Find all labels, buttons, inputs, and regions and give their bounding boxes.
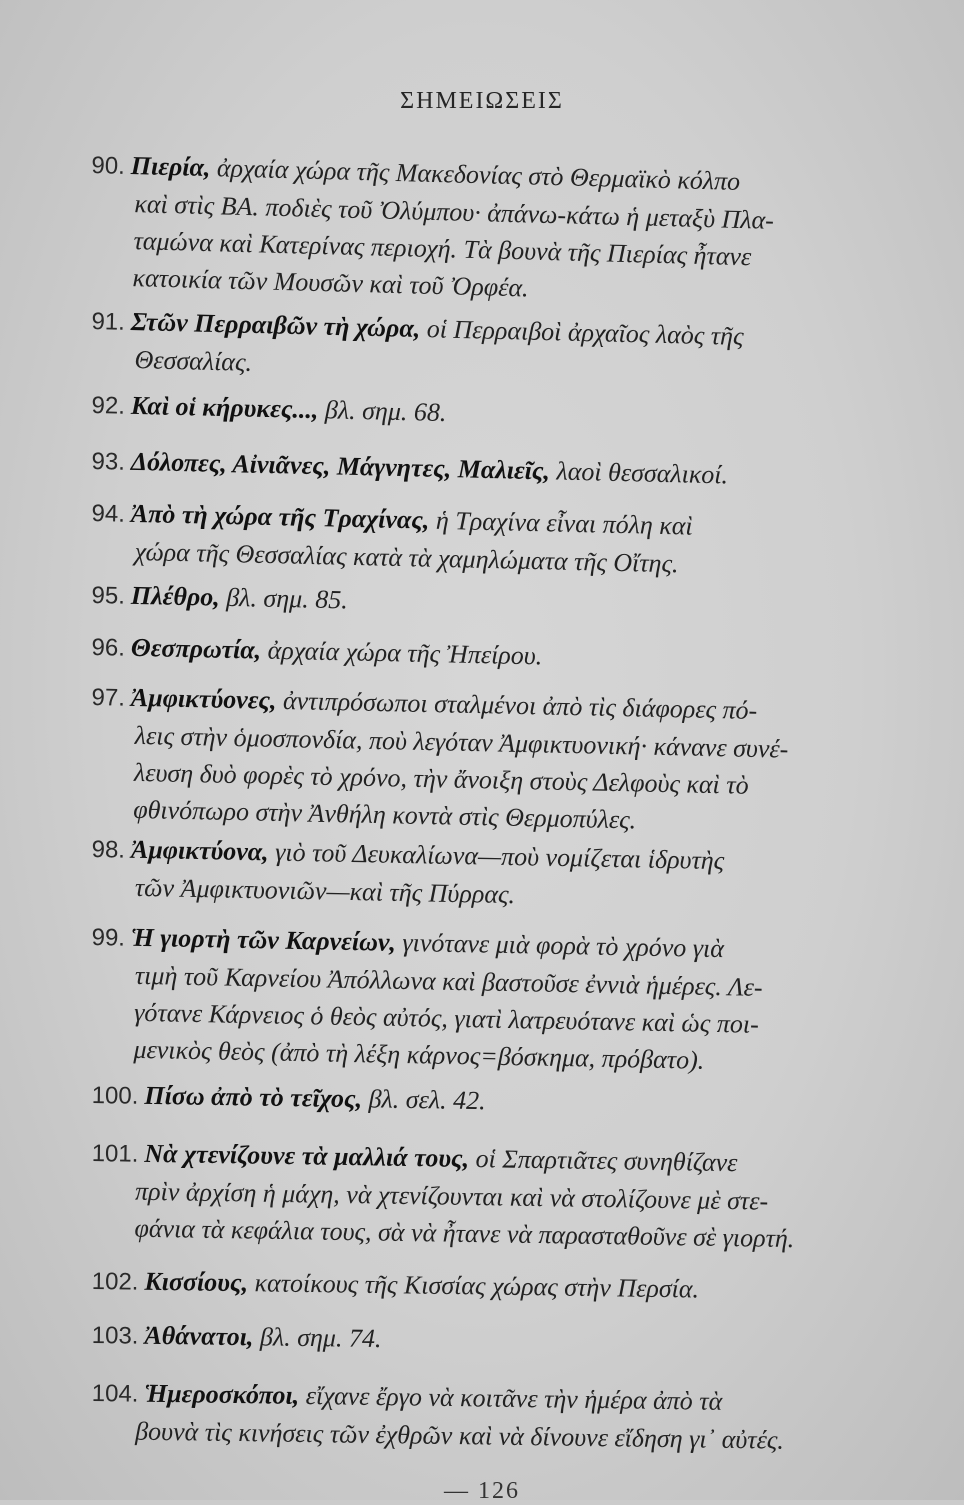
note-text: ἀντιπρόσωποι σταλμένοι ἀπὸ τὶς διάφορες πό- xyxy=(282,686,758,725)
note-entry xyxy=(89,918,892,1082)
note-continuation-line: φάνια τὰ κεφάλια τους, σὰ νὰ ἦτανε νὰ παρασταθοῦνε σὲ γιορτή. xyxy=(134,1213,795,1254)
note-number: 99. xyxy=(91,923,126,952)
note-term: Πίσω ἀπὸ τὸ τεῖχος, xyxy=(144,1080,363,1114)
note-entry xyxy=(91,1374,892,1460)
note-continuation-line: ταμώνα καὶ Κατερίνας περιοχή. Τὰ βουνὰ τῆς Πιερίας ἦτανε xyxy=(133,226,752,272)
note-text: βλ. σημ. 85. xyxy=(225,582,349,615)
note-text: γιὸ τοῦ Δευκαλίωνα—ποὺ νομίζεται ἱδρυτὴς xyxy=(274,837,725,876)
note-term: Δόλοπες, Αἰνιᾶνες, Μάγνητες, Μαλιεῖς, xyxy=(130,446,551,486)
note-continuation-line: Θεσσαλίας. xyxy=(134,345,253,377)
note-continuation-line: τῶν Ἀμφικτυονιῶν—καὶ τῆς Πύρρας. xyxy=(134,872,516,910)
note-continuation-line: γότανε Κάρνειος ὁ θεὸς αὐτός, γιατὶ λατρευότανε καὶ ὡς ποι- xyxy=(133,997,760,1039)
note-continuation-line: καὶ στὶς ΒΑ. ποδιὲς τοῦ Ὀλύμπου· ἀπάνω-κάτω ἡ μεταξὺ Πλα- xyxy=(134,189,775,235)
note-term: Πιερία, xyxy=(130,151,211,183)
note-term: Ἀπὸ τὴ χώρα τῆς Τραχίνας, xyxy=(130,498,430,535)
note-number: 101. xyxy=(91,1139,139,1168)
note-text: βλ. σημ. 68. xyxy=(324,395,447,428)
note-number: 100. xyxy=(91,1081,139,1110)
note-text: οἱ Σπαρτιᾶτες συνηθίζανε xyxy=(475,1144,738,1178)
note-entry xyxy=(90,1134,892,1259)
note-entry xyxy=(91,442,892,498)
note-entry xyxy=(91,386,892,442)
note-term: Στῶν Περραιβῶν τὴ χώρα, xyxy=(130,306,421,344)
note-entry xyxy=(89,678,892,844)
note-term: Ἀθάνατοι, xyxy=(144,1320,254,1352)
note-entry xyxy=(90,302,892,397)
note-term: Κισσίους, xyxy=(144,1266,249,1298)
note-text: εἴχανε ἔργο νὰ κοιτᾶνε τὴν ἡμέρα ἀπὸ τὰ xyxy=(305,1380,723,1416)
note-text: ἀρχαία χώρα τῆς Μακεδονίας στὸ Θερμαϊκὸ κόλπο xyxy=(216,153,741,196)
note-first-line xyxy=(91,386,892,442)
note-first-line xyxy=(91,1262,891,1311)
note-first-line xyxy=(91,1076,891,1127)
note-number: 93. xyxy=(91,447,126,476)
note-continuation-line: πρὶν ἀρχίση ἡ μάχη, νὰ χτενίζουνται καὶ νὰ στολίζουνε μὲ στε- xyxy=(134,1176,769,1216)
note-text: βλ. σημ. 74. xyxy=(259,1322,382,1354)
note-number: 92. xyxy=(91,391,126,420)
note-text: γινότανε μιὰ φορὰ τὸ χρόνο γιὰ xyxy=(402,927,725,964)
note-number: 91. xyxy=(91,307,126,336)
note-text: βλ. σελ. 42. xyxy=(368,1084,486,1116)
note-term: Καὶ οἱ κήρυκες..., xyxy=(130,390,319,425)
note-term: Θεσπρωτία, xyxy=(130,632,262,665)
note-continuation-line: χώρα τῆς Θεσσαλίας κατὰ τὰ χαμηλώματα τῆς Οἴτης. xyxy=(134,536,679,579)
note-continuation-line: τιμὴ τοῦ Καρνείου Ἀπόλλωνα καὶ βαστοῦσε ἐννιὰ ἡμέρες. Λε- xyxy=(134,960,763,1002)
note-text: λαοὶ θεσσαλικοί. xyxy=(556,456,729,490)
note-continuation-line: βουνὰ τὶς κινήσεις τῶν ἐχθρῶν καὶ νὰ δίνουνε εἴδηση γι᾿ αὐτές. xyxy=(135,1416,785,1455)
note-term: Πλέθρο, xyxy=(130,580,221,612)
note-entry xyxy=(91,830,892,920)
note-continuation-line: κατοικία τῶν Μουσῶν καὶ τοῦ Ὀρφέα. xyxy=(132,263,530,303)
note-number: 90. xyxy=(91,151,126,180)
page-header: ΣΗΜΕΙΩΣΕΙΣ xyxy=(400,88,564,114)
note-continuation-line: φθινόπωρο στὴν Ἀνθήλη κοντὰ στὶς Θερμοπύλες. xyxy=(132,794,637,835)
note-first-line xyxy=(91,628,892,683)
note-entry xyxy=(91,1076,891,1127)
note-number: 103. xyxy=(91,1321,139,1350)
note-text: ἡ Τραχίνα εἶναι πόλη καὶ xyxy=(435,505,693,541)
note-term: Ἀμφικτύονα, xyxy=(130,834,269,867)
note-continuation-line: μενικὸς θεὸς (ἀπὸ τὴ λέξη κάρνος=βόσκημα, πρόβατο). xyxy=(133,1034,705,1075)
note-term: Νὰ χτενίζουνε τὰ μαλλιά τους, xyxy=(144,1138,470,1173)
note-first-line xyxy=(91,442,892,498)
note-text: οἱ Περραιβοὶ ἀρχαῖος λαὸς τῆς xyxy=(426,314,744,351)
note-entry xyxy=(88,146,892,316)
note-continuation-line: λευση δυὸ φορὲς τὸ χρόνο, τὴν ἄνοιξη στοὺς Δελφοὺς καὶ τὸ xyxy=(133,757,749,800)
note-text: ἀρχαία χώρα τῆς Ἠπείρου. xyxy=(267,635,543,671)
note-number: 98. xyxy=(91,835,126,864)
note-number: 94. xyxy=(91,499,126,528)
note-number: 104. xyxy=(91,1379,139,1408)
note-number: 95. xyxy=(91,581,126,610)
note-continuation-line: λεις στὴν ὁμοσπονδία, ποὺ λεγόταν Ἀμφικτυονική· κάνανε συνέ- xyxy=(134,720,789,764)
page-number: — 126 xyxy=(444,1478,520,1504)
note-entry xyxy=(91,1262,891,1311)
note-term: Ἡ γιορτὴ τῶν Καρνείων, xyxy=(130,922,397,957)
note-entry xyxy=(91,628,892,683)
note-number: 102. xyxy=(91,1267,139,1296)
note-number: 96. xyxy=(91,633,126,662)
note-text: κατοίκους τῆς Κισσίας χώρας στὴν Περσία. xyxy=(254,1268,700,1304)
note-entry xyxy=(90,494,891,587)
note-first-line xyxy=(91,1316,891,1365)
note-entry xyxy=(91,1316,891,1365)
note-term: Ἀμφικτύονες, xyxy=(130,682,277,715)
note-number: 97. xyxy=(91,683,126,712)
note-term: Ἡμεροσκόποι, xyxy=(144,1378,300,1410)
